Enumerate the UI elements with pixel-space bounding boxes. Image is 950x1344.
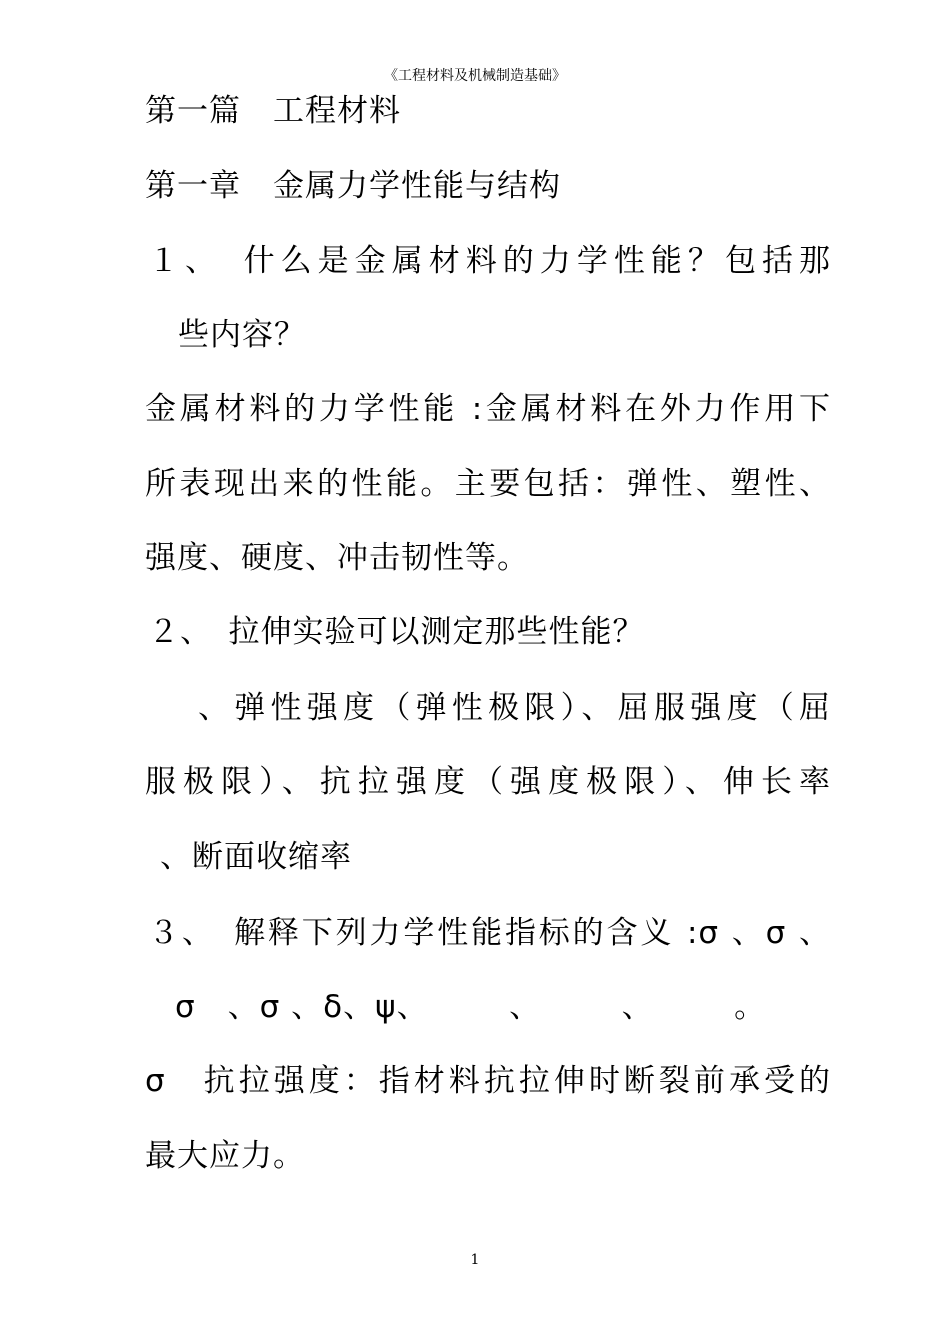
answer-1-line-2: [145, 464, 831, 504]
answer-1-line-2-text: 所表现出来的性能。主要包括：弹性、塑性、: [145, 466, 831, 502]
page-number: 1: [470, 1252, 480, 1268]
answer-2-line-1-text: 、弹性强度（弹性极限）、屈服强度（屈: [198, 690, 831, 726]
answer-1-line-3: 强度、硬度、冲击韧性等。: [145, 540, 529, 576]
question-3-line-1-text: ３、 解释下列力学性能指标的含义 :σ 、σ 、: [148, 915, 831, 951]
running-header: 《工程材料及机械制造基础》: [384, 68, 566, 84]
answer-3-line-1: [145, 1061, 831, 1101]
answer-2-line-3: 、断面收缩率: [160, 839, 352, 875]
chapter-title: 第一章 金属力学性能与结构: [145, 168, 561, 204]
answer-1-line-1: [145, 389, 831, 429]
answer-1-line-1-text: 金属材料的力学性能 :金属材料在外力作用下: [145, 391, 831, 427]
answer-3-line-1-text: σ 抗拉强度：指材料抗拉伸时断裂前承受的: [145, 1063, 831, 1099]
answer-3-line-2: 最大应力。: [145, 1138, 305, 1174]
part-title: 第一篇 工程材料: [145, 93, 401, 129]
answer-2-line-2: [145, 762, 831, 802]
question-3-line-2: σ 、σ 、δ、ψ、 、 、 。: [175, 989, 767, 1025]
question-1-line-2: 些内容？: [178, 317, 306, 353]
question-3-line-1: [148, 913, 831, 953]
answer-2-line-2-text: 服极限）、抗拉强度（强度极限）、伸长率: [145, 764, 831, 800]
answer-2-line-1: [198, 688, 831, 728]
question-1-line-1: １、 什么是金属材料的力学性能？包括那: [148, 243, 831, 279]
question-1: [148, 241, 831, 281]
question-2: ２、 拉伸实验可以测定那些性能？: [148, 614, 645, 650]
